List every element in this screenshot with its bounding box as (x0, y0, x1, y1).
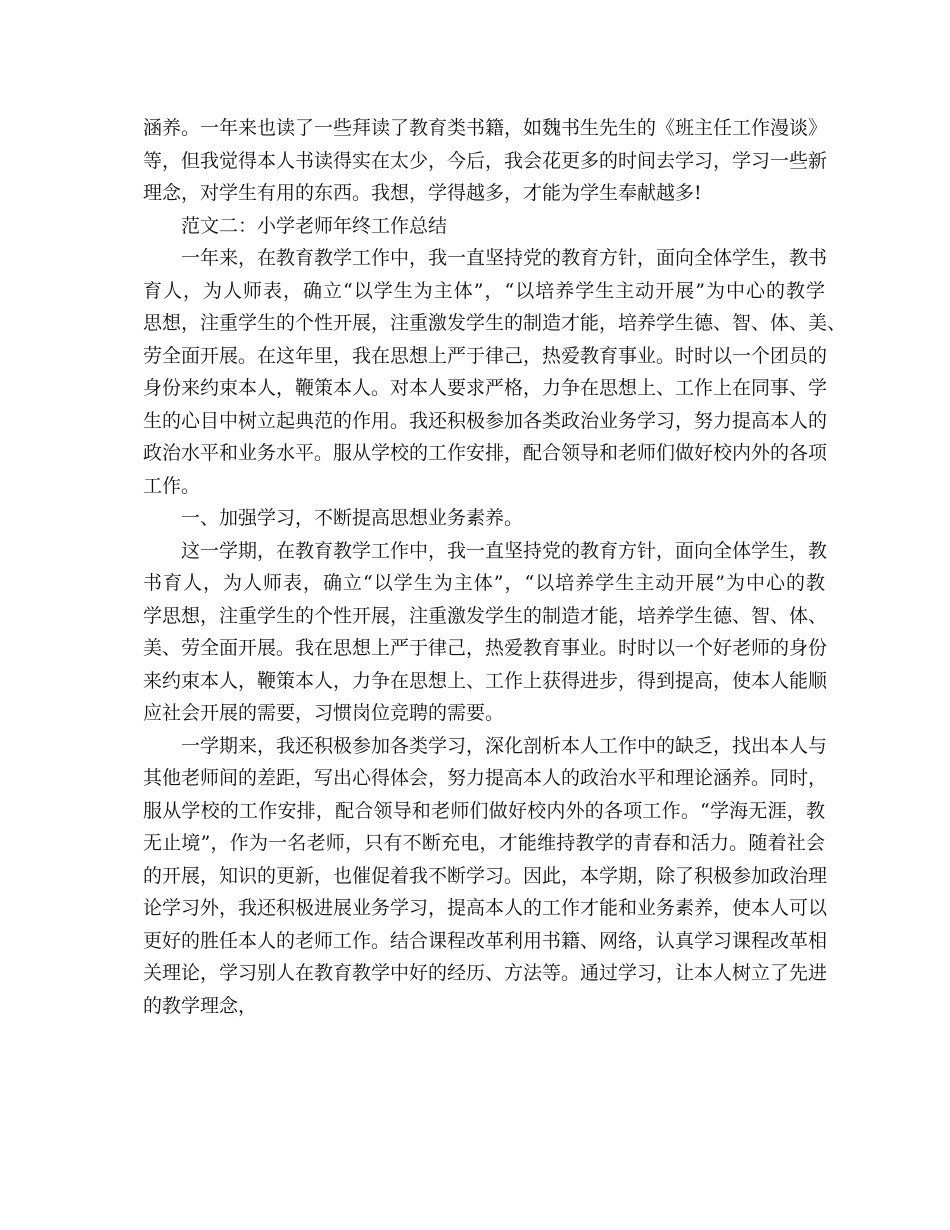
text-line: 这一学期，在教育教学工作中，我一直坚持党的教育方针，面向全体学生，教 (181, 539, 828, 562)
text-line: 其他老师间的差距，写出心得体会，努力提高本人的政治水平和理论涵养。同时， (143, 767, 828, 789)
text-line: 一年来，在教育教学工作中，我一直坚持党的教育方针，面向全体学生，教书 (181, 247, 828, 269)
text-line: 更好的胜任本人的老师工作。结合课程改革利用书籍、网络，认真学习课程改革相 (143, 929, 828, 952)
text-line: 的开展，知识的更新，也催促着我不断学习。因此，本学期，除了积极参加政治理 (143, 864, 828, 887)
text-line: 书育人，为人师表，确立“以学生为主体”，“以培养学生主动开展”为中心的教 (143, 572, 825, 594)
text-line: 理念，对学生有用的东西。我想，学得越多，才能为学生奉献越多! (143, 182, 702, 204)
text-line: 工作。 (143, 474, 201, 497)
section-heading: 一、加强学习，不断提高思想业务素养。 (181, 507, 524, 529)
text-line: 政治水平和业务水平。服从学校的工作安排，配合领导和老师们做好校内外的各项 (143, 442, 828, 464)
text-line: 生的心目中树立起典范的作用。我还积极参加各类政治业务学习，努力提高本人的 (143, 409, 828, 432)
text-line: 一学期来，我还积极参加各类学习，深化剖析本人工作中的缺乏，找出本人与 (181, 734, 828, 757)
section-heading: 范文二：小学老师年终工作总结 (181, 214, 448, 237)
document-body (143, 112, 847, 1022)
text-line: 涵养。一年来也读了一些拜读了教育类书籍，如魏书生先生的《班主任工作漫谈》 (143, 117, 828, 139)
text-line: 学思想，注重学生的个性开展，注重激发学生的制造才能，培养学生德、智、体、 (143, 604, 828, 627)
text-line: 的教学理念， (143, 994, 258, 1017)
text-line: 应社会开展的需要，习惯岗位竞聘的需要。 (143, 702, 505, 724)
text-line: 身份来约束本人，鞭策本人。对本人要求严格，力争在思想上、工作上在同事、学 (143, 377, 828, 399)
text-line: 服从学校的工作安排，配合领导和老师们做好校内外的各项工作。“学海无涯，教 (143, 799, 825, 822)
text-line: 论学习外，我还积极进展业务学习，提高本人的工作才能和业务素养，使本人可以 (143, 897, 828, 919)
text-line: 育人，为人师表，确立“以学生为主体”，“以培养学生主动开展”为中心的教学 (143, 279, 825, 302)
text-line: 美、劳全面开展。我在思想上严于律己，热爱教育事业。时时以一个好老师的身份 (143, 637, 828, 659)
text-line: 无止境”，作为一名老师，只有不断充电，才能维持教学的青春和活力。随着社会 (143, 832, 825, 854)
text-line: 关理论，学习别人在教育教学中好的经历、方法等。通过学习，让本人树立了先进 (143, 962, 828, 984)
text-line: 等，但我觉得本人书读得实在太少，今后，我会花更多的时间去学习，学习一些新 (143, 149, 828, 172)
text-line: 劳全面开展。在这年里，我在思想上严于律己，热爱教育事业。时时以一个团员的 (143, 344, 828, 367)
text-line: 来约束本人，鞭策本人，力争在思想上、工作上获得进步，得到提高，使本人能顺 (143, 669, 828, 692)
text-line: 思想，注重学生的个性开展，注重激发学生的制造才能，培养学生德、智、体、美、 (143, 312, 847, 334)
